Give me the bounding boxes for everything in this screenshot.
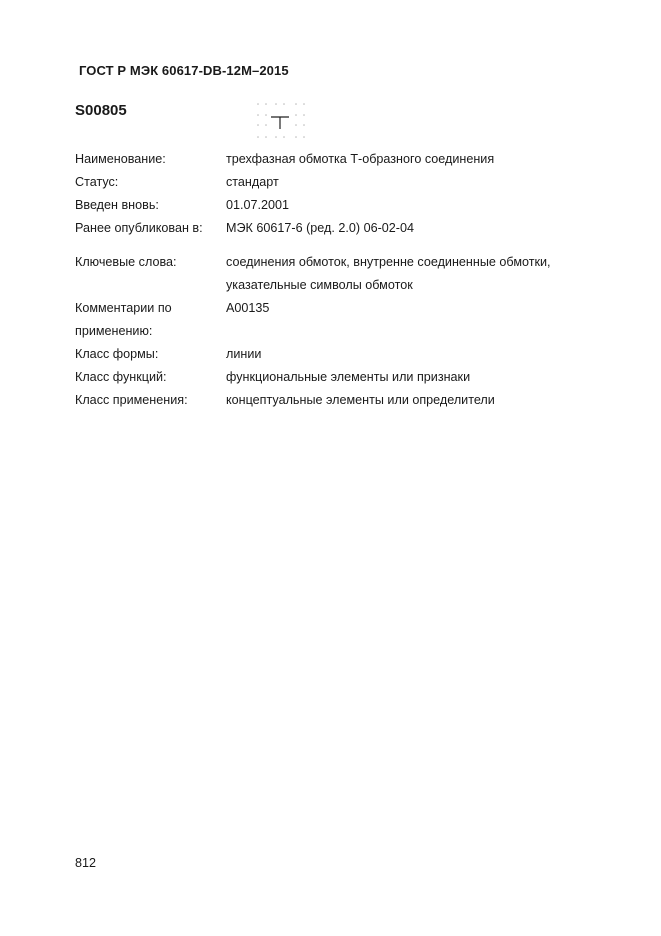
- field-label: Класс формы:: [75, 347, 159, 361]
- field-value: A00135: [226, 301, 270, 315]
- field-label: Ранее опубликован в:: [75, 221, 203, 235]
- symbol-code: S00805: [75, 102, 127, 119]
- field-value: МЭК 60617-6 (ред. 2.0) 06-02-04: [226, 221, 414, 235]
- field-label-line: Комментарии по: [75, 301, 172, 315]
- symbol-properties-table: [75, 148, 595, 412]
- field-value-line: указательные символы обмоток: [226, 278, 413, 292]
- field-name-row: [75, 148, 595, 171]
- field-value: 01.07.2001: [226, 198, 290, 212]
- field-application-class-row: [75, 389, 595, 412]
- field-label-line: применению:: [75, 324, 153, 338]
- field-label: Класс функций:: [75, 370, 167, 384]
- field-value: стандарт: [226, 175, 279, 189]
- field-keywords-row: [75, 251, 595, 297]
- field-label: Класс применения:: [75, 393, 188, 407]
- field-label: Введен вновь:: [75, 198, 159, 212]
- page-number: 812: [75, 856, 97, 870]
- field-value: трехфазная обмотка Т-образного соединения: [226, 152, 495, 166]
- field-value: концептуальные элементы или определители: [226, 393, 495, 407]
- field-status-row: [75, 171, 595, 194]
- t-junction-winding-symbol-icon: [254, 100, 310, 142]
- field-value: линии: [226, 347, 262, 361]
- field-label: Ключевые слова:: [75, 255, 177, 269]
- field-application-notes-row: [75, 297, 595, 343]
- field-label: Статус:: [75, 175, 119, 189]
- field-function-class-row: [75, 366, 595, 389]
- field-value-line: соединения обмоток, внутренне соединенные обмотки,: [226, 255, 551, 269]
- field-shape-class-row: [75, 343, 595, 366]
- field-previously-published-row: [75, 217, 595, 240]
- field-value: [226, 251, 595, 297]
- field-label: Наименование:: [75, 152, 166, 166]
- document-header: ГОСТ Р МЭК 60617-DB-12М–2015: [79, 63, 289, 78]
- field-introduced-row: [75, 194, 595, 217]
- field-label: [75, 297, 226, 343]
- field-value: функциональные элементы или признаки: [226, 370, 471, 384]
